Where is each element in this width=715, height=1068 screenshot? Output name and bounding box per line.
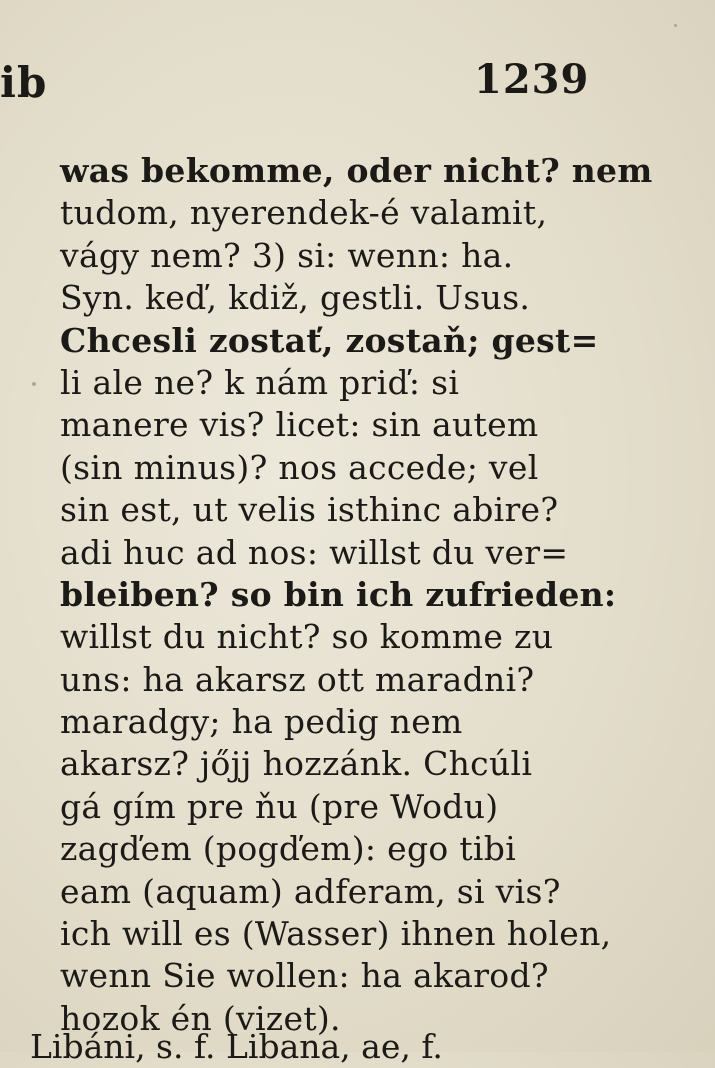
text-line-13: uns: ha akarsz ott maradni?: [60, 659, 535, 699]
text-line-3: vágy nem? 3) si: wenn: ha.: [60, 235, 514, 275]
body-text: [60, 150, 653, 1040]
text-line-20: wenn Sie wollen: ha akarod?: [60, 956, 549, 996]
text-line-12: willst du nicht? so komme zu: [60, 617, 554, 657]
text-line-10: adi huc ad nos: willst du ver=: [60, 532, 569, 572]
text-line-5: Chcesli zostať, zostaň; gest=: [60, 320, 599, 360]
paper-speck: [32, 382, 36, 386]
text-line-15: akarsz? jőjj hozzánk. Chcúli: [60, 744, 533, 784]
text-line-16: gá gím pre ňu (pre Wodu): [60, 786, 499, 826]
text-line-1: was bekomme, oder nicht? nem: [60, 151, 653, 190]
text-line-6: li ale ne? k nám priď: si: [60, 362, 460, 402]
text-line-7: manere vis? licet: sin autem: [60, 405, 539, 445]
text-line-14: maradgy; ha pedig nem: [60, 702, 463, 742]
text-line-21: hozok én (vizet).: [60, 998, 341, 1038]
text-line-17: zagďem (pogďem): ego tibi: [60, 829, 517, 869]
text-line-18: eam (aquam) adferam, si vis?: [60, 871, 561, 911]
cut-off-line: Libáni, s. f. Libana, ae, f.: [30, 1027, 443, 1066]
text-line-19: ich will es (Wasser) ihnen holen,: [60, 914, 612, 954]
paper-speck: [674, 24, 677, 27]
running-head: ib: [0, 58, 48, 107]
text-line-11: bleiben? so bin ich zufrieden:: [60, 574, 617, 614]
page-number: 1239: [474, 56, 590, 103]
text-line-4: Syn. keď, kdiž, gestli. Usus.: [60, 278, 531, 318]
text-line-8: (sin minus)? nos accede; vel: [60, 447, 539, 487]
text-line-9: sin est, ut velis isthinc abire?: [60, 490, 559, 530]
text-line-2: tudom, nyerendek-é valamit,: [60, 193, 548, 233]
